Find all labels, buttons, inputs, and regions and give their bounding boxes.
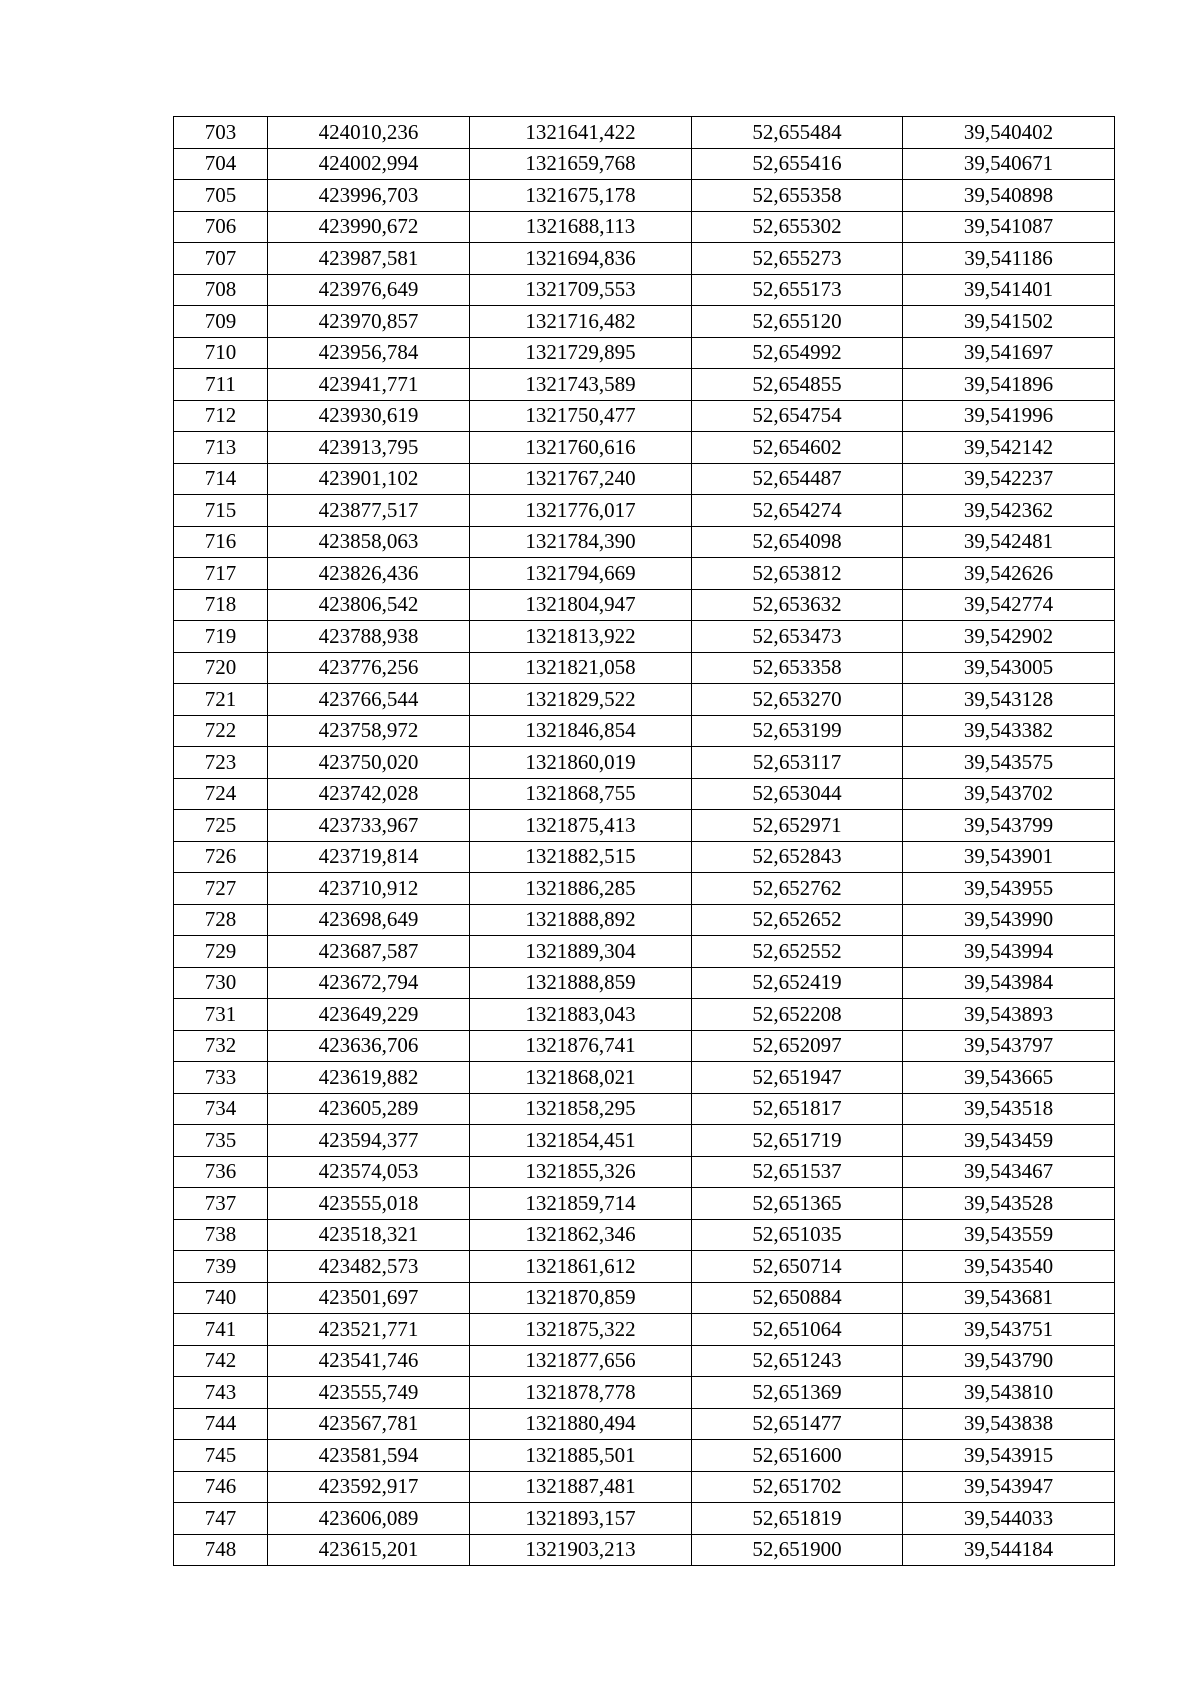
point-number-cell: 709 — [174, 306, 268, 338]
table-row — [174, 810, 1115, 842]
longitude-cell: 39,543467 — [903, 1156, 1115, 1188]
latitude-cell: 52,651369 — [692, 1377, 903, 1409]
x-coordinate-cell: 423687,587 — [268, 936, 470, 968]
latitude-cell: 52,652843 — [692, 841, 903, 873]
latitude-cell: 52,653199 — [692, 715, 903, 747]
table-row — [174, 1030, 1115, 1062]
point-number-cell: 739 — [174, 1251, 268, 1283]
x-coordinate-cell: 423956,784 — [268, 337, 470, 369]
point-number-cell: 737 — [174, 1188, 268, 1220]
x-coordinate-cell: 423636,706 — [268, 1030, 470, 1062]
longitude-cell: 39,542626 — [903, 558, 1115, 590]
point-number-cell: 730 — [174, 967, 268, 999]
longitude-cell: 39,543128 — [903, 684, 1115, 716]
longitude-cell: 39,544184 — [903, 1534, 1115, 1566]
x-coordinate-cell: 423501,697 — [268, 1282, 470, 1314]
x-coordinate-cell: 423698,649 — [268, 904, 470, 936]
table-row — [174, 1314, 1115, 1346]
latitude-cell: 52,655273 — [692, 243, 903, 275]
point-number-cell: 741 — [174, 1314, 268, 1346]
longitude-cell: 39,541996 — [903, 400, 1115, 432]
latitude-cell: 52,653117 — [692, 747, 903, 779]
latitude-cell: 52,652097 — [692, 1030, 903, 1062]
y-coordinate-cell: 1321886,285 — [470, 873, 692, 905]
latitude-cell: 52,654855 — [692, 369, 903, 401]
table-row — [174, 432, 1115, 464]
x-coordinate-cell: 423901,102 — [268, 463, 470, 495]
latitude-cell: 52,654098 — [692, 526, 903, 558]
table-row — [174, 400, 1115, 432]
latitude-cell: 52,652762 — [692, 873, 903, 905]
y-coordinate-cell: 1321883,043 — [470, 999, 692, 1031]
y-coordinate-cell: 1321750,477 — [470, 400, 692, 432]
point-number-cell: 723 — [174, 747, 268, 779]
x-coordinate-cell: 423605,289 — [268, 1093, 470, 1125]
y-coordinate-cell: 1321854,451 — [470, 1125, 692, 1157]
longitude-cell: 39,541186 — [903, 243, 1115, 275]
x-coordinate-cell: 423719,814 — [268, 841, 470, 873]
point-number-cell: 722 — [174, 715, 268, 747]
y-coordinate-cell: 1321887,481 — [470, 1471, 692, 1503]
longitude-cell: 39,541896 — [903, 369, 1115, 401]
longitude-cell: 39,541697 — [903, 337, 1115, 369]
longitude-cell: 39,543459 — [903, 1125, 1115, 1157]
point-number-cell: 719 — [174, 621, 268, 653]
x-coordinate-cell: 423941,771 — [268, 369, 470, 401]
table-row — [174, 1188, 1115, 1220]
point-number-cell: 716 — [174, 526, 268, 558]
latitude-cell: 52,652652 — [692, 904, 903, 936]
y-coordinate-cell: 1321859,714 — [470, 1188, 692, 1220]
y-coordinate-cell: 1321875,413 — [470, 810, 692, 842]
x-coordinate-cell: 423877,517 — [268, 495, 470, 527]
table-row — [174, 117, 1115, 149]
point-number-cell: 715 — [174, 495, 268, 527]
longitude-cell: 39,542902 — [903, 621, 1115, 653]
longitude-cell: 39,543799 — [903, 810, 1115, 842]
point-number-cell: 726 — [174, 841, 268, 873]
x-coordinate-cell: 423710,912 — [268, 873, 470, 905]
point-number-cell: 744 — [174, 1408, 268, 1440]
y-coordinate-cell: 1321829,522 — [470, 684, 692, 716]
point-number-cell: 735 — [174, 1125, 268, 1157]
y-coordinate-cell: 1321694,836 — [470, 243, 692, 275]
table-row — [174, 684, 1115, 716]
latitude-cell: 52,653632 — [692, 589, 903, 621]
y-coordinate-cell: 1321888,859 — [470, 967, 692, 999]
table-row — [174, 369, 1115, 401]
y-coordinate-cell: 1321876,741 — [470, 1030, 692, 1062]
latitude-cell: 52,655484 — [692, 117, 903, 149]
point-number-cell: 732 — [174, 1030, 268, 1062]
latitude-cell: 52,654602 — [692, 432, 903, 464]
table-row — [174, 904, 1115, 936]
table-row — [174, 778, 1115, 810]
latitude-cell: 52,651817 — [692, 1093, 903, 1125]
table-row — [174, 337, 1115, 369]
table-row — [174, 1503, 1115, 1535]
y-coordinate-cell: 1321889,304 — [470, 936, 692, 968]
point-number-cell: 712 — [174, 400, 268, 432]
point-number-cell: 706 — [174, 211, 268, 243]
table-row — [174, 148, 1115, 180]
latitude-cell: 52,650884 — [692, 1282, 903, 1314]
longitude-cell: 39,543810 — [903, 1377, 1115, 1409]
point-number-cell: 713 — [174, 432, 268, 464]
longitude-cell: 39,543901 — [903, 841, 1115, 873]
table-row — [174, 621, 1115, 653]
y-coordinate-cell: 1321784,390 — [470, 526, 692, 558]
x-coordinate-cell: 423733,967 — [268, 810, 470, 842]
point-number-cell: 743 — [174, 1377, 268, 1409]
point-number-cell: 738 — [174, 1219, 268, 1251]
x-coordinate-cell: 423555,749 — [268, 1377, 470, 1409]
latitude-cell: 52,652552 — [692, 936, 903, 968]
table-row — [174, 873, 1115, 905]
latitude-cell: 52,654274 — [692, 495, 903, 527]
latitude-cell: 52,651719 — [692, 1125, 903, 1157]
y-coordinate-cell: 1321716,482 — [470, 306, 692, 338]
y-coordinate-cell: 1321861,612 — [470, 1251, 692, 1283]
y-coordinate-cell: 1321878,778 — [470, 1377, 692, 1409]
x-coordinate-cell: 423776,256 — [268, 652, 470, 684]
table-row — [174, 274, 1115, 306]
latitude-cell: 52,653270 — [692, 684, 903, 716]
latitude-cell: 52,651243 — [692, 1345, 903, 1377]
point-number-cell: 745 — [174, 1440, 268, 1472]
longitude-cell: 39,543528 — [903, 1188, 1115, 1220]
longitude-cell: 39,542237 — [903, 463, 1115, 495]
longitude-cell: 39,543681 — [903, 1282, 1115, 1314]
latitude-cell: 52,653044 — [692, 778, 903, 810]
y-coordinate-cell: 1321885,501 — [470, 1440, 692, 1472]
longitude-cell: 39,543947 — [903, 1471, 1115, 1503]
x-coordinate-cell: 423758,972 — [268, 715, 470, 747]
point-number-cell: 717 — [174, 558, 268, 590]
longitude-cell: 39,543559 — [903, 1219, 1115, 1251]
table-row — [174, 1219, 1115, 1251]
y-coordinate-cell: 1321860,019 — [470, 747, 692, 779]
longitude-cell: 39,542142 — [903, 432, 1115, 464]
x-coordinate-cell: 423788,938 — [268, 621, 470, 653]
y-coordinate-cell: 1321875,322 — [470, 1314, 692, 1346]
point-number-cell: 710 — [174, 337, 268, 369]
latitude-cell: 52,652971 — [692, 810, 903, 842]
x-coordinate-cell: 423826,436 — [268, 558, 470, 590]
y-coordinate-cell: 1321804,947 — [470, 589, 692, 621]
y-coordinate-cell: 1321659,768 — [470, 148, 692, 180]
latitude-cell: 52,654992 — [692, 337, 903, 369]
point-number-cell: 748 — [174, 1534, 268, 1566]
point-number-cell: 734 — [174, 1093, 268, 1125]
x-coordinate-cell: 423742,028 — [268, 778, 470, 810]
longitude-cell: 39,543915 — [903, 1440, 1115, 1472]
latitude-cell: 52,653812 — [692, 558, 903, 590]
table-row — [174, 1471, 1115, 1503]
x-coordinate-cell: 423672,794 — [268, 967, 470, 999]
table-row — [174, 558, 1115, 590]
table-row — [174, 1345, 1115, 1377]
y-coordinate-cell: 1321776,017 — [470, 495, 692, 527]
x-coordinate-cell: 423574,053 — [268, 1156, 470, 1188]
latitude-cell: 52,651537 — [692, 1156, 903, 1188]
y-coordinate-cell: 1321882,515 — [470, 841, 692, 873]
table-row — [174, 306, 1115, 338]
x-coordinate-cell: 423594,377 — [268, 1125, 470, 1157]
x-coordinate-cell: 423555,018 — [268, 1188, 470, 1220]
x-coordinate-cell: 423987,581 — [268, 243, 470, 275]
table-row — [174, 715, 1115, 747]
x-coordinate-cell: 423990,672 — [268, 211, 470, 243]
x-coordinate-cell: 423541,746 — [268, 1345, 470, 1377]
table-row — [174, 211, 1115, 243]
x-coordinate-cell: 423592,917 — [268, 1471, 470, 1503]
latitude-cell: 52,651947 — [692, 1062, 903, 1094]
y-coordinate-cell: 1321688,113 — [470, 211, 692, 243]
point-number-cell: 721 — [174, 684, 268, 716]
point-number-cell: 703 — [174, 117, 268, 149]
y-coordinate-cell: 1321813,922 — [470, 621, 692, 653]
y-coordinate-cell: 1321880,494 — [470, 1408, 692, 1440]
table-row — [174, 1251, 1115, 1283]
point-number-cell: 742 — [174, 1345, 268, 1377]
point-number-cell: 727 — [174, 873, 268, 905]
table-row — [174, 589, 1115, 621]
y-coordinate-cell: 1321709,553 — [470, 274, 692, 306]
longitude-cell: 39,543382 — [903, 715, 1115, 747]
longitude-cell: 39,542362 — [903, 495, 1115, 527]
point-number-cell: 733 — [174, 1062, 268, 1094]
longitude-cell: 39,543955 — [903, 873, 1115, 905]
point-number-cell: 704 — [174, 148, 268, 180]
y-coordinate-cell: 1321675,178 — [470, 180, 692, 212]
y-coordinate-cell: 1321767,240 — [470, 463, 692, 495]
longitude-cell: 39,543540 — [903, 1251, 1115, 1283]
x-coordinate-cell: 423518,321 — [268, 1219, 470, 1251]
longitude-cell: 39,542774 — [903, 589, 1115, 621]
longitude-cell: 39,541087 — [903, 211, 1115, 243]
y-coordinate-cell: 1321870,859 — [470, 1282, 692, 1314]
y-coordinate-cell: 1321743,589 — [470, 369, 692, 401]
latitude-cell: 52,653473 — [692, 621, 903, 653]
x-coordinate-cell: 423750,020 — [268, 747, 470, 779]
point-number-cell: 718 — [174, 589, 268, 621]
table-row — [174, 463, 1115, 495]
longitude-cell: 39,543893 — [903, 999, 1115, 1031]
longitude-cell: 39,542481 — [903, 526, 1115, 558]
latitude-cell: 52,655358 — [692, 180, 903, 212]
table-row — [174, 1093, 1115, 1125]
table-row — [174, 652, 1115, 684]
x-coordinate-cell: 423615,201 — [268, 1534, 470, 1566]
longitude-cell: 39,543751 — [903, 1314, 1115, 1346]
latitude-cell: 52,651365 — [692, 1188, 903, 1220]
x-coordinate-cell: 423482,573 — [268, 1251, 470, 1283]
longitude-cell: 39,543984 — [903, 967, 1115, 999]
longitude-cell: 39,543797 — [903, 1030, 1115, 1062]
latitude-cell: 52,655173 — [692, 274, 903, 306]
longitude-cell: 39,543994 — [903, 936, 1115, 968]
table-row — [174, 999, 1115, 1031]
longitude-cell: 39,540671 — [903, 148, 1115, 180]
longitude-cell: 39,540898 — [903, 180, 1115, 212]
point-number-cell: 736 — [174, 1156, 268, 1188]
table-row — [174, 1377, 1115, 1409]
longitude-cell: 39,543990 — [903, 904, 1115, 936]
x-coordinate-cell: 423970,857 — [268, 306, 470, 338]
y-coordinate-cell: 1321877,656 — [470, 1345, 692, 1377]
longitude-cell: 39,543005 — [903, 652, 1115, 684]
table-row — [174, 1062, 1115, 1094]
point-number-cell: 729 — [174, 936, 268, 968]
table-row — [174, 1156, 1115, 1188]
latitude-cell: 52,651477 — [692, 1408, 903, 1440]
table-row — [174, 936, 1115, 968]
coordinates-table — [173, 116, 1115, 1566]
table-row — [174, 1408, 1115, 1440]
table-row — [174, 747, 1115, 779]
y-coordinate-cell: 1321846,854 — [470, 715, 692, 747]
latitude-cell: 52,651819 — [692, 1503, 903, 1535]
point-number-cell: 711 — [174, 369, 268, 401]
latitude-cell: 52,650714 — [692, 1251, 903, 1283]
y-coordinate-cell: 1321903,213 — [470, 1534, 692, 1566]
x-coordinate-cell: 423930,619 — [268, 400, 470, 432]
x-coordinate-cell: 423619,882 — [268, 1062, 470, 1094]
x-coordinate-cell: 423581,594 — [268, 1440, 470, 1472]
y-coordinate-cell: 1321893,157 — [470, 1503, 692, 1535]
latitude-cell: 52,655302 — [692, 211, 903, 243]
latitude-cell: 52,652208 — [692, 999, 903, 1031]
longitude-cell: 39,541502 — [903, 306, 1115, 338]
y-coordinate-cell: 1321868,021 — [470, 1062, 692, 1094]
longitude-cell: 39,543790 — [903, 1345, 1115, 1377]
longitude-cell: 39,543838 — [903, 1408, 1115, 1440]
latitude-cell: 52,654754 — [692, 400, 903, 432]
y-coordinate-cell: 1321641,422 — [470, 117, 692, 149]
x-coordinate-cell: 423649,229 — [268, 999, 470, 1031]
point-number-cell: 707 — [174, 243, 268, 275]
longitude-cell: 39,540402 — [903, 117, 1115, 149]
y-coordinate-cell: 1321729,895 — [470, 337, 692, 369]
latitude-cell: 52,651702 — [692, 1471, 903, 1503]
point-number-cell: 725 — [174, 810, 268, 842]
longitude-cell: 39,541401 — [903, 274, 1115, 306]
point-number-cell: 731 — [174, 999, 268, 1031]
table-row — [174, 495, 1115, 527]
longitude-cell: 39,543518 — [903, 1093, 1115, 1125]
y-coordinate-cell: 1321888,892 — [470, 904, 692, 936]
point-number-cell: 708 — [174, 274, 268, 306]
y-coordinate-cell: 1321794,669 — [470, 558, 692, 590]
table-row — [174, 1125, 1115, 1157]
y-coordinate-cell: 1321855,326 — [470, 1156, 692, 1188]
latitude-cell: 52,654487 — [692, 463, 903, 495]
table-row — [174, 180, 1115, 212]
x-coordinate-cell: 423606,089 — [268, 1503, 470, 1535]
point-number-cell: 740 — [174, 1282, 268, 1314]
point-number-cell: 747 — [174, 1503, 268, 1535]
point-number-cell: 720 — [174, 652, 268, 684]
x-coordinate-cell: 423521,771 — [268, 1314, 470, 1346]
latitude-cell: 52,651064 — [692, 1314, 903, 1346]
latitude-cell: 52,651600 — [692, 1440, 903, 1472]
latitude-cell: 52,655120 — [692, 306, 903, 338]
x-coordinate-cell: 423858,063 — [268, 526, 470, 558]
longitude-cell: 39,544033 — [903, 1503, 1115, 1535]
y-coordinate-cell: 1321760,616 — [470, 432, 692, 464]
table-row — [174, 243, 1115, 275]
x-coordinate-cell: 423996,703 — [268, 180, 470, 212]
point-number-cell: 728 — [174, 904, 268, 936]
longitude-cell: 39,543665 — [903, 1062, 1115, 1094]
latitude-cell: 52,651900 — [692, 1534, 903, 1566]
table-row — [174, 526, 1115, 558]
longitude-cell: 39,543575 — [903, 747, 1115, 779]
x-coordinate-cell: 423806,542 — [268, 589, 470, 621]
x-coordinate-cell: 424002,994 — [268, 148, 470, 180]
point-number-cell: 714 — [174, 463, 268, 495]
y-coordinate-cell: 1321868,755 — [470, 778, 692, 810]
point-number-cell: 705 — [174, 180, 268, 212]
table-row — [174, 1440, 1115, 1472]
table-row — [174, 841, 1115, 873]
y-coordinate-cell: 1321821,058 — [470, 652, 692, 684]
table-row — [174, 1534, 1115, 1566]
table-row — [174, 1282, 1115, 1314]
table-row — [174, 967, 1115, 999]
point-number-cell: 746 — [174, 1471, 268, 1503]
x-coordinate-cell: 423567,781 — [268, 1408, 470, 1440]
latitude-cell: 52,651035 — [692, 1219, 903, 1251]
latitude-cell: 52,655416 — [692, 148, 903, 180]
y-coordinate-cell: 1321858,295 — [470, 1093, 692, 1125]
longitude-cell: 39,543702 — [903, 778, 1115, 810]
x-coordinate-cell: 424010,236 — [268, 117, 470, 149]
x-coordinate-cell: 423913,795 — [268, 432, 470, 464]
latitude-cell: 52,653358 — [692, 652, 903, 684]
x-coordinate-cell: 423766,544 — [268, 684, 470, 716]
coordinates-table-body — [174, 117, 1115, 1566]
x-coordinate-cell: 423976,649 — [268, 274, 470, 306]
y-coordinate-cell: 1321862,346 — [470, 1219, 692, 1251]
point-number-cell: 724 — [174, 778, 268, 810]
latitude-cell: 52,652419 — [692, 967, 903, 999]
